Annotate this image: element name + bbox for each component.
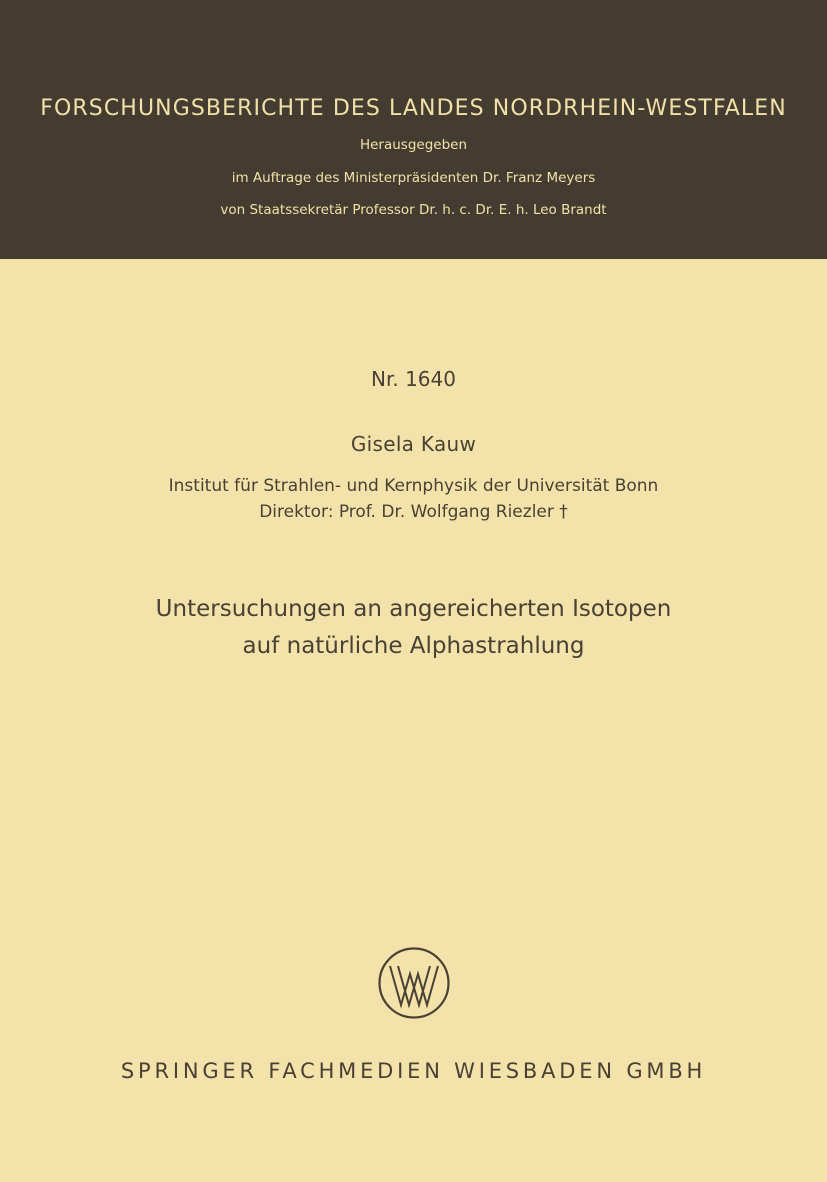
series-title: FORSCHUNGSBERICHTE DES LANDES NORDRHEIN-WESTFALEN	[40, 96, 787, 121]
editor-line-1: Herausgegeben	[359, 137, 468, 153]
ww-logo-icon	[377, 946, 451, 1020]
book-title-line-1: Untersuchungen an angereicherten Isotopen	[155, 596, 672, 622]
editor-line-3: von Staatssekretär Professor Dr. h. c. Dr. E. h. Leo Brandt	[220, 202, 607, 218]
author-name: Gisela Kauw	[350, 432, 477, 456]
director-line: Direktor: Prof. Dr. Wolfgang Riezler †	[259, 502, 568, 522]
institute-line: Institut für Strahlen- und Kernphysik der Universität Bonn	[168, 476, 659, 496]
editor-line-2: im Auftrage des Ministerpräsidenten Dr. Franz Meyers	[231, 170, 596, 186]
header-band	[0, 0, 827, 259]
publisher-name: SPRINGER FACHMEDIEN WIESBADEN GMBH	[120, 1059, 707, 1083]
book-title-line-2: auf natürliche Alphastrahlung	[242, 633, 585, 659]
report-number: Nr. 1640	[371, 367, 456, 391]
